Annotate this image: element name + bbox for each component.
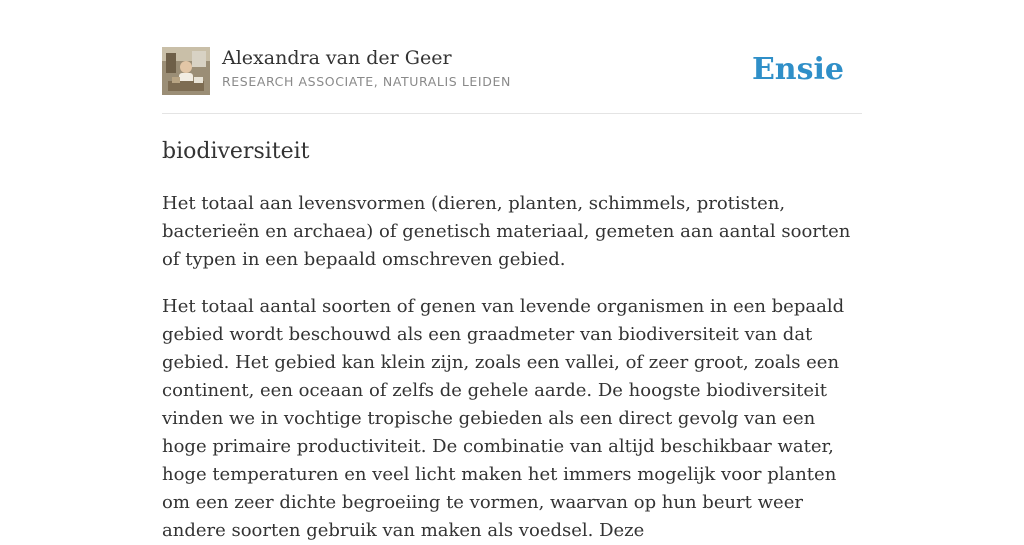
profile-photo-icon bbox=[162, 47, 210, 95]
explanation-paragraph: Het totaal aantal soorten of genen van levende organismen in een bepaald gebied wordt beschouwd als een graadmeter van biodiversiteit van dat gebied. Het gebied kan klein zijn, zoals een vallei, of zeer groot, zoals een continent, een oceaan of zelfs de gehele aarde. De hoogste biodiversiteit vinden we in vochtige tropische gebieden als een direct gevolg van een hoge primaire productiviteit. De combinatie van altijd beschikbaar water, hoge temperaturen en veel licht maken het immers mogelijk voor planten om een zeer dichte begroeiing te vormen, waarvan op hun beurt weer andere soorten gebruik van maken als voedsel. Deze bbox=[162, 296, 845, 541]
author-avatar[interactable] bbox=[162, 47, 210, 95]
author-name[interactable]: Alexandra van der Geer bbox=[222, 47, 452, 69]
author-header bbox=[162, 0, 862, 114]
definition-paragraph: Het totaal aan levensvormen (dieren, planten, schimmels, protisten, bacterieën en archaea) of genetisch materiaal, gemeten aan aantal soorten of typen in een bepaald omschreven gebied. bbox=[162, 193, 851, 270]
content-container bbox=[162, 0, 862, 541]
entry-term: biodiversiteit bbox=[162, 139, 310, 164]
author-role: RESEARCH ASSOCIATE, NATURALIS LEIDEN bbox=[222, 74, 511, 89]
ensie-logo[interactable]: Ensie bbox=[751, 52, 844, 87]
